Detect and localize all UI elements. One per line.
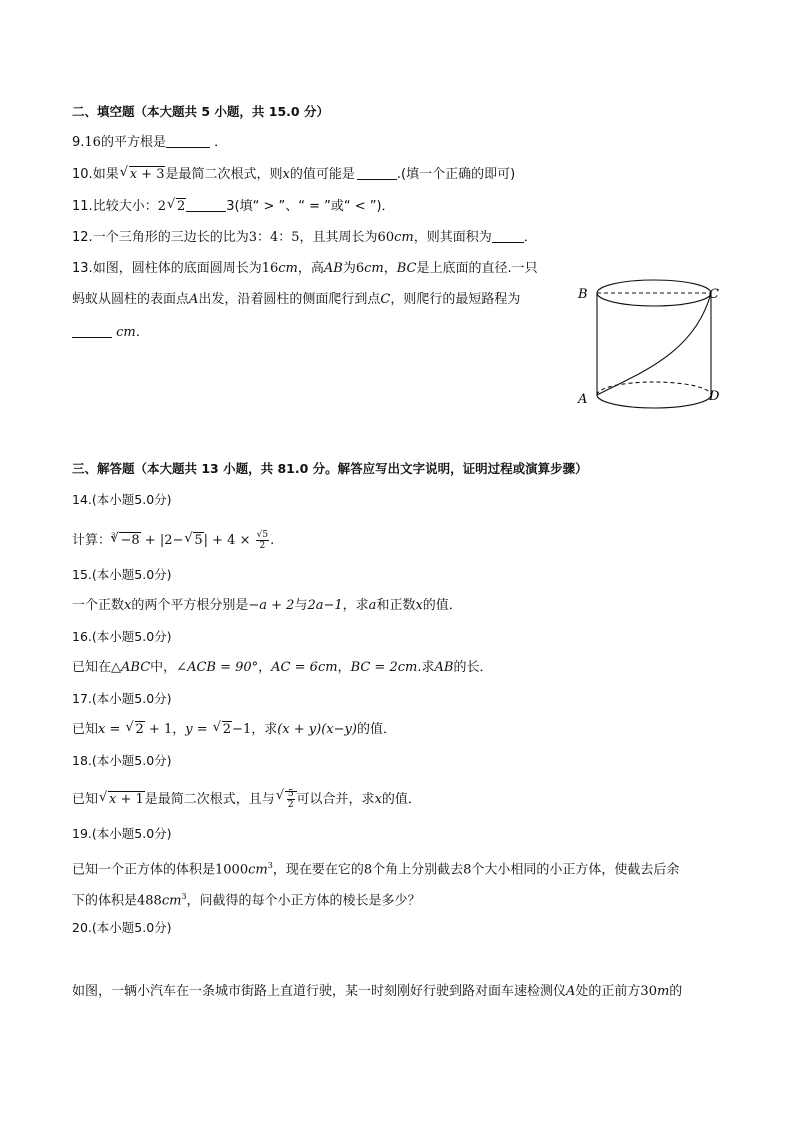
question-20-header: 20.(本小题5.0分) <box>72 920 172 935</box>
cylinder-figure <box>570 278 730 418</box>
question-17-header: 17.(本小题5.0分) <box>72 691 172 706</box>
question-20-body: 如图，一辆小汽车在一条城市街路上直道行驶，某一时刻刚好行驶到路对面车速检测仪A处的正前方30m的 <box>72 984 683 999</box>
label-c: C <box>709 287 719 302</box>
sqrt-expression: √ 2 <box>167 198 186 216</box>
question-14-body: 计算：$^3$√ −8 + |2−√ 5| + 4 × $\frac{√5}{2}$ . <box>72 527 274 551</box>
answer-blank <box>186 197 226 212</box>
label-a: A <box>578 392 588 407</box>
question-10: 10.如果√ x + 3是最简二次根式，则x的值可能是 .(填一个正确的即可) <box>72 165 515 184</box>
question-9: 9.16的平方根是 ． <box>72 135 228 150</box>
answer-blank <box>357 165 397 180</box>
bottom-front-arc <box>597 395 711 408</box>
answer-blank <box>492 228 524 243</box>
question-19-header: 19.(本小题5.0分) <box>72 826 172 841</box>
question-19-line-2: 下的体积是$488cm^3$，问截得的每个小正方体的棱长是多少？ <box>72 892 421 909</box>
question-11: 11.比较大小：2√ 2 3(填“ > ”、“ = ”或“ < ”)． <box>72 197 395 216</box>
question-18-body: 已知√ x + 1是最简二次根式，且与 √ $\frac{5}{2}$ 可以合并，求x的值． <box>72 789 421 810</box>
question-19-line-1: 已知一个正方体的体积是$1000cm^3$，现在要在它的8个角上分别截去8个大小相同的小正方体，使截去后余 <box>72 861 680 878</box>
question-15-body: 一个正数x的两个平方根分别是−a + 2与2a−1，求a和正数x的值． <box>72 598 462 613</box>
question-16-body: 已知在△ABC中，∠ACB = 90°，AC = 6cm，BC = 2cm.求AB的长． <box>72 660 493 675</box>
section-3-title: 三、解答题（本大题共 13 小题，共 81.0 分。解答应写出文字说明，证明过程或演算步骤） <box>72 461 588 476</box>
question-13-line-1: 13.如图，圆柱体的底面圆周长为16cm，高AB为6cm，BC是上底面的直径.一只 <box>72 261 538 276</box>
question-13-line-3: cm． <box>72 323 149 342</box>
question-13-line-2: 蚂蚁从圆柱的表面点A出发，沿着圆柱的侧面爬行到点C，则爬行的最短路程为 <box>72 292 521 307</box>
question-17-body: 已知x = √ 2 + 1，y = √ 2−1，求(x + y)(x−y)的值． <box>72 721 396 739</box>
section-2-title: 二、填空题（本大题共 5 小题，共 15.0 分） <box>72 104 329 119</box>
question-18-header: 18.(本小题5.0分) <box>72 753 172 768</box>
label-b: B <box>578 287 588 302</box>
bottom-back-arc <box>597 382 711 395</box>
question-12: 12.一个三角形的三边长的比为3：4：5，且其周长为60cm，则其面积为 ． <box>72 230 537 245</box>
label-d: D <box>709 389 720 404</box>
ant-path-curve <box>597 293 711 395</box>
sqrt-expression: √ x + 3 <box>120 166 166 184</box>
answer-blank <box>166 133 210 148</box>
answer-blank <box>72 323 112 338</box>
question-14-header: 14.(本小题5.0分) <box>72 492 172 507</box>
fraction: $\frac{√5}{2}$ <box>256 530 269 551</box>
question-15-header: 15.(本小题5.0分) <box>72 567 172 582</box>
question-16-header: 16.(本小题5.0分) <box>72 629 172 644</box>
